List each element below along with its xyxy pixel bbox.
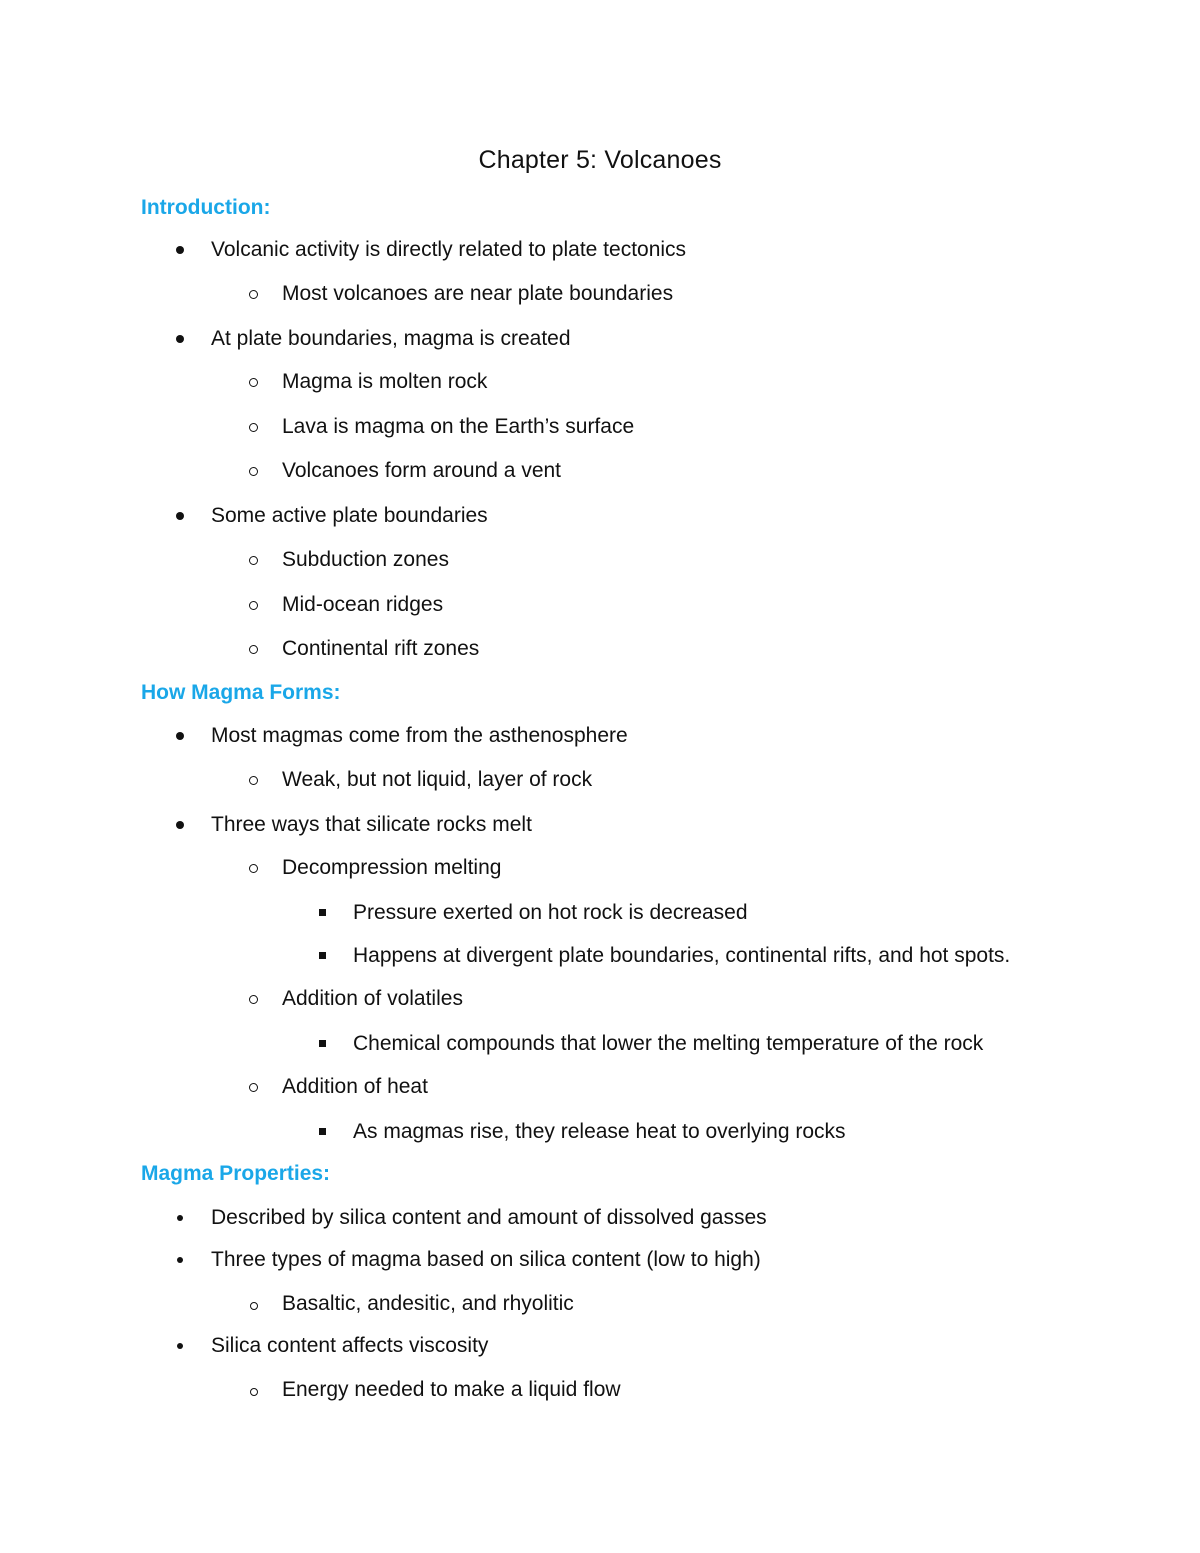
bullet-icon (176, 732, 184, 740)
bullet-icon (176, 512, 184, 520)
hollow-bullet-icon (249, 423, 258, 432)
hollow-bullet-icon (249, 601, 258, 610)
section-heading-introduction: Introduction: (141, 196, 271, 219)
square-bullet-icon (319, 909, 326, 916)
bullet-icon (177, 1343, 183, 1349)
section-heading-how-magma-forms: How Magma Forms: (141, 681, 341, 704)
hollow-bullet-icon (249, 556, 258, 565)
hollow-bullet-icon (249, 995, 258, 1004)
hollow-bullet-icon (249, 645, 258, 654)
hollow-bullet-icon (249, 290, 258, 299)
hollow-bullet-icon (249, 467, 258, 476)
bullet-icon (177, 1257, 183, 1263)
bullet-icon (176, 246, 184, 254)
bullet-icon (177, 1215, 183, 1221)
hollow-bullet-icon (249, 776, 258, 785)
hollow-bullet-icon (250, 1388, 258, 1396)
hollow-bullet-icon (250, 1302, 258, 1310)
hollow-bullet-icon (249, 864, 258, 873)
square-bullet-icon (319, 1128, 326, 1135)
document-title: Chapter 5: Volcanoes (478, 146, 722, 174)
bullet-icon (176, 335, 184, 343)
section-heading-magma-properties: Magma Properties: (141, 1162, 331, 1185)
square-bullet-icon (319, 1040, 326, 1047)
hollow-bullet-icon (249, 378, 258, 387)
bullet-icon (176, 821, 184, 829)
square-bullet-icon (319, 952, 326, 959)
hollow-bullet-icon (249, 1083, 258, 1092)
